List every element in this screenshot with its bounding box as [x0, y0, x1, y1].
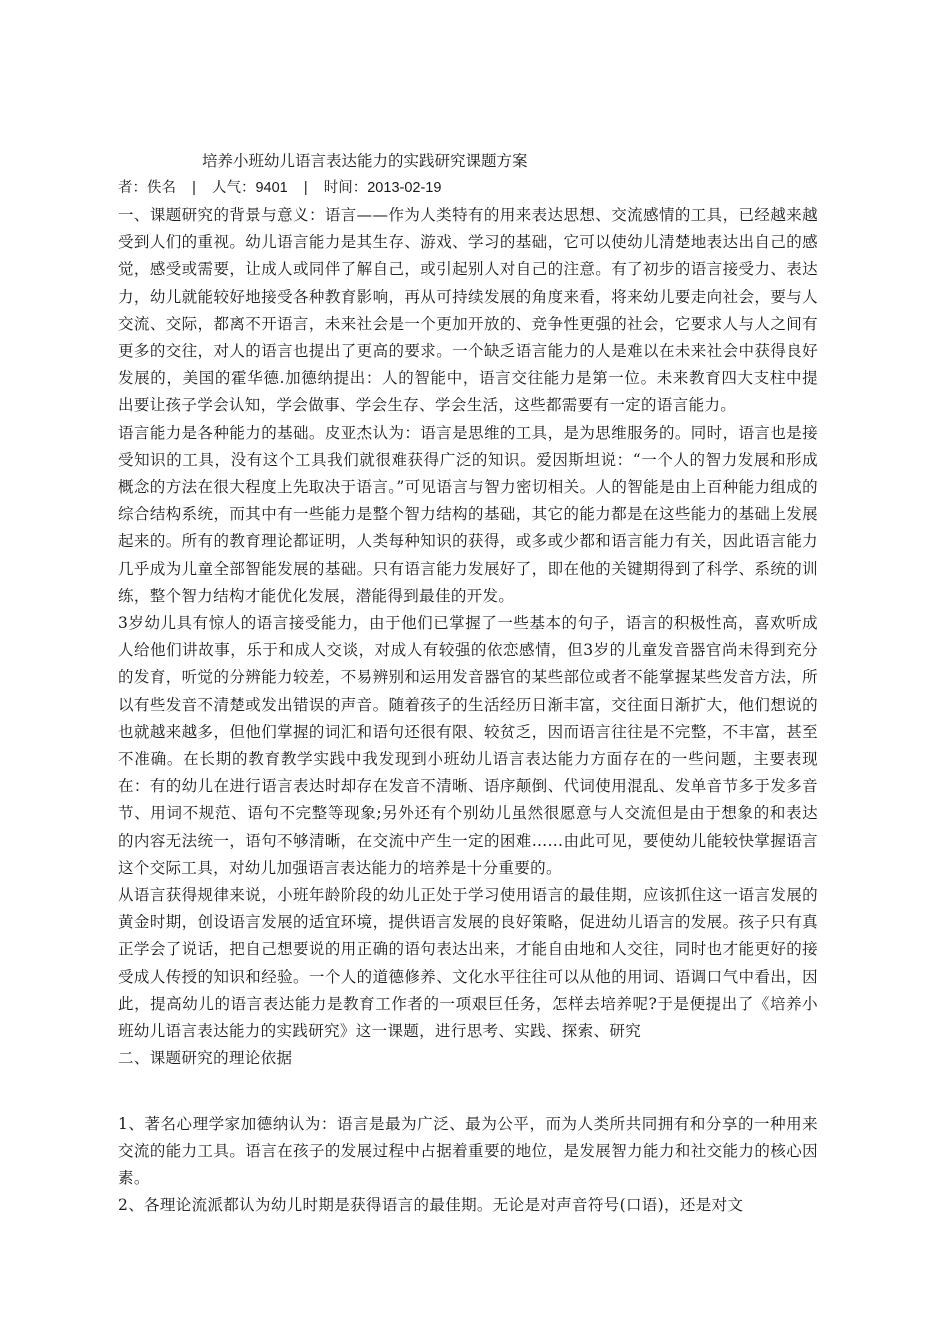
section1-paragraph-3: 3岁幼儿具有惊人的语言接受能力，由于他们已掌握了一些基本的句子，语言的积极性高，喜欢听成人给他们讲故事，乐于和成人交谈，对成人有较强的依恋感情，但3岁的儿童发音器官尚未得到充分的发育，听觉的分辨能力较差，不易辨别和运用发音器官的某些部位或者不能掌握某些发音方法，所以有些发音不清楚或发出错误的声音。随着孩子的生活经历日渐丰富，交往面日渐扩大，他们想说的也就越来越多，但他们掌握的词汇和语句还很有限、较贫乏，因而语言往往是不完整，不丰富，甚至不准确。在长期的教育教学实践中我发现到小班幼儿语言表达能力方面存在的一些问题，主要表现在：有的幼儿在进行语言表达时却存在发音不清晰、语序颠倒、代词使用混乱、发单音节多于发多音节、用词不规范、语句不完整等现象;另外还有个别幼儿虽然很愿意与人交流但是由于想象的和表达的内容无法统一，语句不够清晰，在交流中产生一定的困难……由此可见，要使幼儿能较快掌握语言这个交际工具，对幼儿加强语言表达能力的培养是十分重要的。	[118, 614, 818, 877]
document-meta-line: 者：佚名 | 人气：9401 | 时间：2013-02-19	[118, 180, 442, 196]
section2-heading: 二、课题研究的理论依据	[118, 1049, 293, 1068]
section1-paragraph-2: 语言能力是各种能力的基础。皮亚杰认为：语言是思维的工具，是为思维服务的。同时，语言也是接受知识的工具，没有这个工具我们就很难获得广泛的知识。爱因斯坦说：“一个人的智力发展和形成概念的方法在很大程度上先取决于语言。”可见语言与智力密切相关。人的智能是由上百种能力组成的综合结构系统，而其中有一些能力是整个智力结构的基础，其它的能力都是在这些能力的基础上发展起来的。所有的教育理论都证明，人类每种知识的获得，或多或少都和语言能力有关，因此语言能力几乎成为儿童全部智能发展的基础。只有语言能力发展好了，即在他的关键期得到了科学、系统的训练，整个智力结构才能优化发展，潜能得到最佳的开发。	[118, 423, 818, 605]
section2-item-2: 2、各理论流派都认为幼儿时期是获得语言的最佳期。无论是对声音符号(口语)，还是对文	[118, 1196, 744, 1215]
document-page	[118, 148, 818, 1219]
section2-item-1: 1、著名心理学家加德纳认为：语言是最为广泛、最为公平，而为人类所共同拥有和分享的一种用来交流的能力工具。语言在孩子的发展过程中占据着重要的地位，是发展智力能力和社交能力的核心因素。	[118, 1114, 818, 1187]
document-title: 培养小班幼儿语言表达能力的实践研究课题方案	[202, 152, 528, 170]
section1-paragraph-1: 一、课题研究的背景与意义：语言——作为人类特有的用来表达思想、交流感情的工具，已经越来越受到人们的重视。幼儿语言能力是其生存、游戏、学习的基础，它可以使幼儿清楚地表达出自己的感觉，感受或需要，让成人或同伴了解自己，或引起别人对自己的注意。有了初步的语言接受力、表达力，幼儿就能较好地接受各种教育影响，再从可持续发展的角度来看，将来幼儿要走向社会，要与人交流、交际，都离不开语言，未来社会是一个更加开放的、竞争性更强的社会，它要求人与人之间有更多的交往，对人的语言也提出了更高的要求。一个缺乏语言能力的人是难以在未来社会中获得良好发展的，美国的霍华德.加德纳提出：人的智能中，语言交往能力是第一位。未来教育四大支柱中提出要让孩子学会认知，学会做事、学会生存、学会生活，这些都需要有一定的语言能力。	[118, 206, 818, 415]
section1-paragraph-4: 从语言获得规律来说，小班年龄阶段的幼儿正处于学习使用语言的最佳期，应该抓住这一语言发展的黄金时期，创设语言发展的适宜环境，提供语言发展的良好策略，促进幼儿语言的发展。孩子只有真正学会了说话，把自己想要说的用正确的语句表达出来，才能自由地和人交往，同时也才能更好的接受成人传授的知识和经验。一个人的道德修养、文化水平往往可以从他的用词、语调口气中看出，因此，提高幼儿的语言表达能力是教育工作者的一项艰巨任务，怎样去培养呢?于是便提出了《培养小班幼儿语言表达能力的实践研究》这一课题，进行思考、实践、探索、研究	[118, 886, 818, 1041]
blank-line	[118, 1073, 818, 1111]
